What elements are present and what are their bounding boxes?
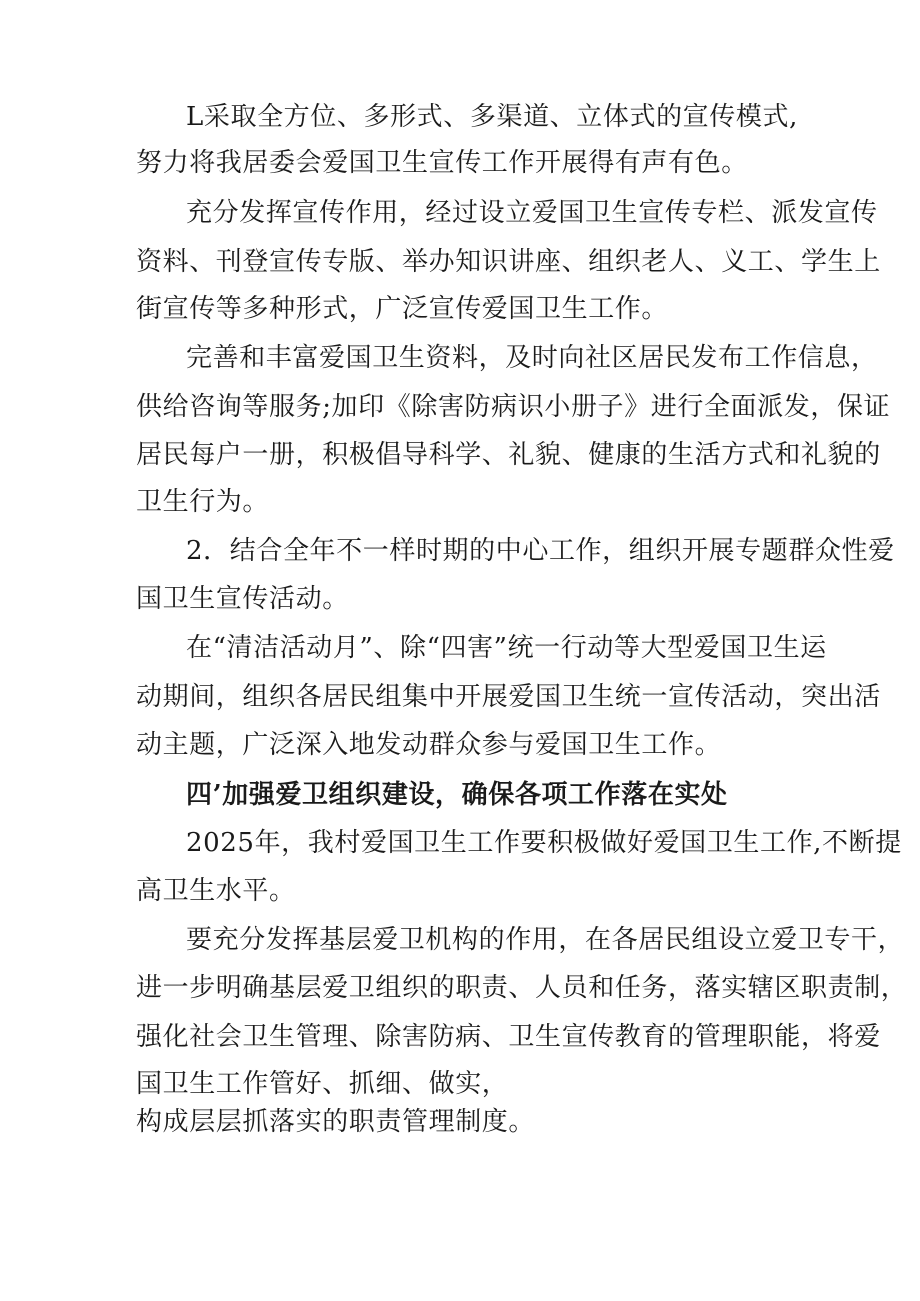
paragraph-line: L采取全方位、多形式、多渠道、立体式的宣传模式, xyxy=(186,102,798,132)
paragraph-line: 进一步明确基层爱卫组织的职责、人员和任务，落实辖区职责制， xyxy=(136,973,908,1003)
paragraph-line: 国卫生宣传活动。 xyxy=(136,584,349,614)
paragraph-line: 动期间，组织各居民组集中开展爱国卫生统一宣传活动，突出活 xyxy=(136,682,881,712)
paragraph-line: 卫生行为。 xyxy=(136,487,270,517)
paragraph-line: 要充分发挥基层爱卫机构的作用，在各居民组设立爱卫专干， xyxy=(186,925,905,955)
paragraph-line: 完善和丰富爱国卫生资料，及时向社区居民发布工作信息， xyxy=(186,343,878,373)
section-heading: 四’加强爱卫组织建设，确保各项工作落在实处 xyxy=(186,780,728,810)
paragraph-line: 高卫生水平。 xyxy=(136,876,296,906)
paragraph-line: 构成层层抓落实的职责管理制度。 xyxy=(136,1107,536,1137)
paragraph-line: 国卫生工作管好、抓细、做实， xyxy=(136,1069,509,1099)
paragraph-line: 努力将我居委会爱国卫生宣传工作开展得有声有色。 xyxy=(136,148,748,178)
paragraph-line: 充分发挥宣传作用，经过设立爱国卫生宣传专栏、派发宣传 xyxy=(186,198,878,228)
paragraph-line: 资料、刊登宣传专版、举办知识讲座、组织老人、义工、学生上 xyxy=(136,247,881,277)
paragraph-line: 供给咨询等服务;加印《除害防病识小册子》进行全面派发，保证 xyxy=(136,392,891,422)
paragraph-line: 街宣传等多种形式，广泛宣传爱国卫生工作。 xyxy=(136,294,669,324)
paragraph-line: 居民每户一册，积极倡导科学、礼貌、健康的生活方式和礼貌的 xyxy=(136,440,881,470)
paragraph-line: 在“清洁活动月”、除“四害”统一行动等大型爱国卫生运 xyxy=(186,633,827,663)
paragraph-line: 强化社会卫生管理、除害防病、卫生宣传教育的管理职能，将爱 xyxy=(136,1022,881,1052)
paragraph-line: 动主题，广泛深入地发动群众参与爱国卫生工作。 xyxy=(136,730,722,760)
paragraph-line: 2025年，我村爱国卫生工作要积极做好爱国卫生工作,不断提 xyxy=(186,828,902,858)
paragraph-line: 2．结合全年不一样时期的中心工作，组织开展专题群众性爱 xyxy=(186,536,895,566)
